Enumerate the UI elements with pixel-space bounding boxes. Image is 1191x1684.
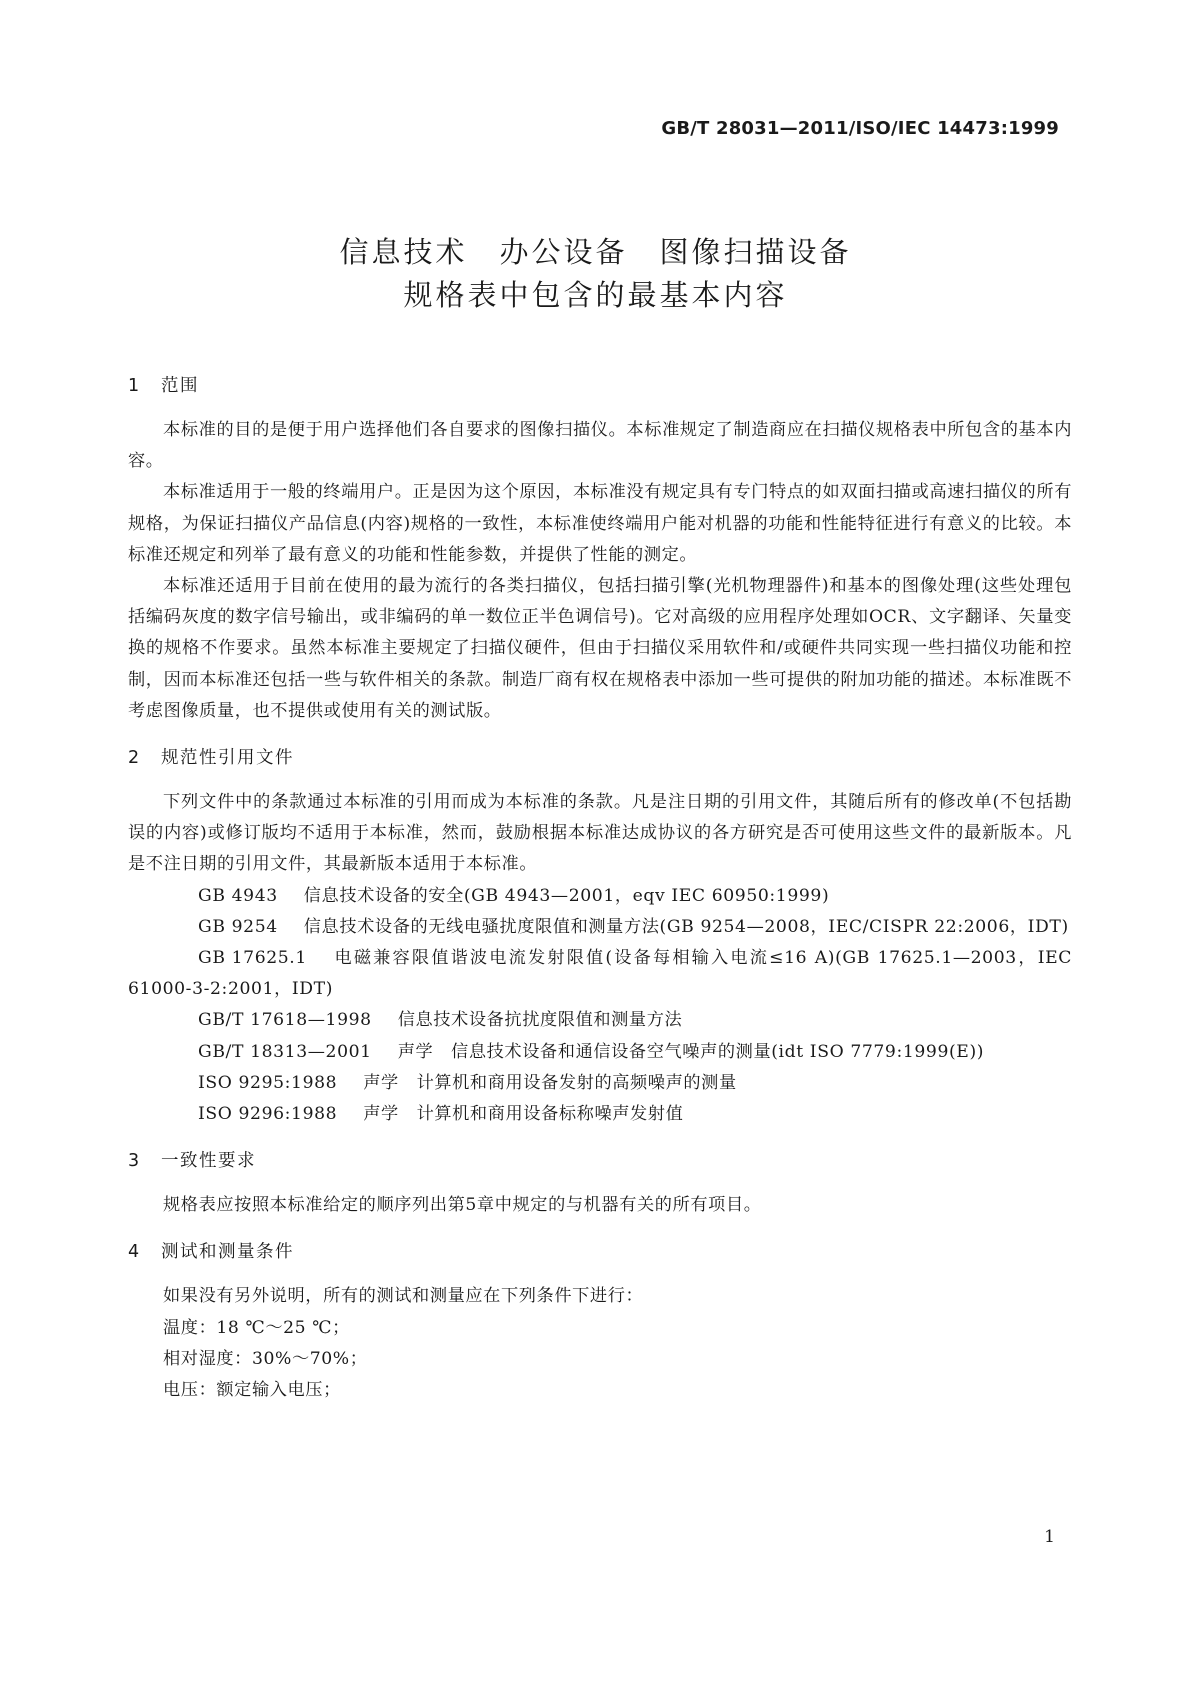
condition-temperature: 温度：18 ℃～25 ℃； [163,1317,350,1338]
section-title: 规范性引用文件 [161,748,294,769]
reference-code: GB 4943 [198,885,278,906]
reference-title: 信息技术设备的安全(GB 4943—2001，eqv IEC 60950:1999) [303,885,830,906]
section-heading-conformance [128,1148,1072,1174]
reference-item [128,912,1072,943]
reference-code: GB/T 17618—1998 [198,1010,372,1031]
section-heading-test-conditions [128,1239,1072,1265]
reference-item [128,1005,1072,1036]
reference-title: 声学 计算机和商用设备发射的高频噪声的测量 [363,1072,737,1093]
reference-title: 电磁兼容限值谐波电流发射限值(设备每相输入电流≤16 A)(GB 17625.1—2003，IEC 61000-3-2:2001，IDT) [128,948,1072,1000]
scope-paragraph-2: 本标准适用于一般的终端用户。正是因为这个原因，本标准没有规定具有专门特点的如双面扫描或高速扫描仪的所有规格，为保证扫描仪产品信息(内容)规格的一致性，本标准使终端用户能对机器的功能和性能特征进行有意义的比较。本标准还规定和列举了最有意义的功能和性能参数，并提供了性能的测定。 [128,482,1072,565]
reference-code: GB/T 18313—2001 [198,1041,372,1062]
condition-voltage: 电压：额定输入电压； [163,1380,341,1401]
section-number: 3 [128,1151,141,1172]
title-part-3: 图像扫描设备 [659,235,852,269]
section-title: 一致性要求 [161,1151,256,1172]
document-title-line2: 规格表中包含的最基本内容 [403,278,788,312]
reference-item [128,943,1072,1005]
section-number: 1 [128,376,141,396]
reference-code: GB 17625.1 [198,948,307,969]
title-part-2: 办公设备 [499,235,628,269]
section-number: 4 [128,1242,141,1263]
reference-code: GB 9254 [198,916,278,937]
references-intro: 下列文件中的条款通过本标准的引用而成为本标准的条款。凡是注日期的引用文件，其随后所有的修改单(不包括勘误的内容)或修订版均不适用于本标准，然而，鼓励根据本标准达成协议的各方研究是否可使用这些文件的最新版本。凡是不注日期的引用文件，其最新版本适用于本标准。 [128,792,1072,875]
reference-title: 声学 计算机和商用设备标称噪声发射值 [363,1104,684,1125]
section-title: 范围 [161,376,199,396]
page-number: 1 [1044,1527,1055,1547]
section-title: 测试和测量条件 [161,1242,294,1263]
title-part-1: 信息技术 [339,235,468,269]
reference-item [128,881,1072,912]
reference-code: ISO 9296:1988 [198,1104,338,1125]
document-title-line1 [0,230,1191,271]
reference-item [128,1068,1072,1099]
reference-title: 声学 信息技术设备和通信设备空气噪声的测量(idt ISO 7779:1999(E)) [397,1041,985,1062]
reference-title: 信息技术设备抗扰度限值和测量方法 [397,1010,683,1031]
scope-paragraph-3: 本标准还适用于目前在使用的最为流行的各类扫描仪，包括扫描引擎(光机物理器件)和基本的图像处理(这些处理包括编码灰度的数字信号输出，或非编码的单一数位正半色调信号)。它对高级的应用程序处理如OCR、文字翻译、矢量变换的规格不作要求。虽然本标准主要规定了扫描仪硬件，但由于扫描仪采用软件和/或硬件共同实现一些扫描仪功能和控制，因而本标准还包括一些与软件相关的条款。制造厂商有权在规格表中添加一些可提供的附加功能的描述。本标准既不考虑图像质量，也不提供或使用有关的测试版。 [128,576,1072,721]
section-heading-normative-references [128,745,1072,771]
reference-item [128,1037,1072,1068]
reference-code: ISO 9295:1988 [198,1072,338,1093]
document-body [128,373,1072,1406]
reference-item [128,1099,1072,1130]
reference-title: 信息技术设备的无线电骚扰度限值和测量方法(GB 9254—2008，IEC/CISPR 22:2006，IDT) [303,916,1069,937]
section-heading-scope [128,373,1072,399]
conformance-paragraph: 规格表应按照本标准给定的顺序列出第5章中规定的与机器有关的所有项目。 [163,1195,762,1216]
test-conditions-intro: 如果没有另外说明，所有的测试和测量应在下列条件下进行： [163,1286,644,1307]
section-number: 2 [128,748,141,769]
standard-code: GB/T 28031—2011/ISO/IEC 14473:1999 [661,118,1059,139]
scope-paragraph-1: 本标准的目的是便于用户选择他们各自要求的图像扫描仪。本标准规定了制造商应在扫描仪规格表中所包含的基本内容。 [128,420,1072,472]
condition-humidity: 相对湿度：30%～70%； [163,1348,368,1369]
